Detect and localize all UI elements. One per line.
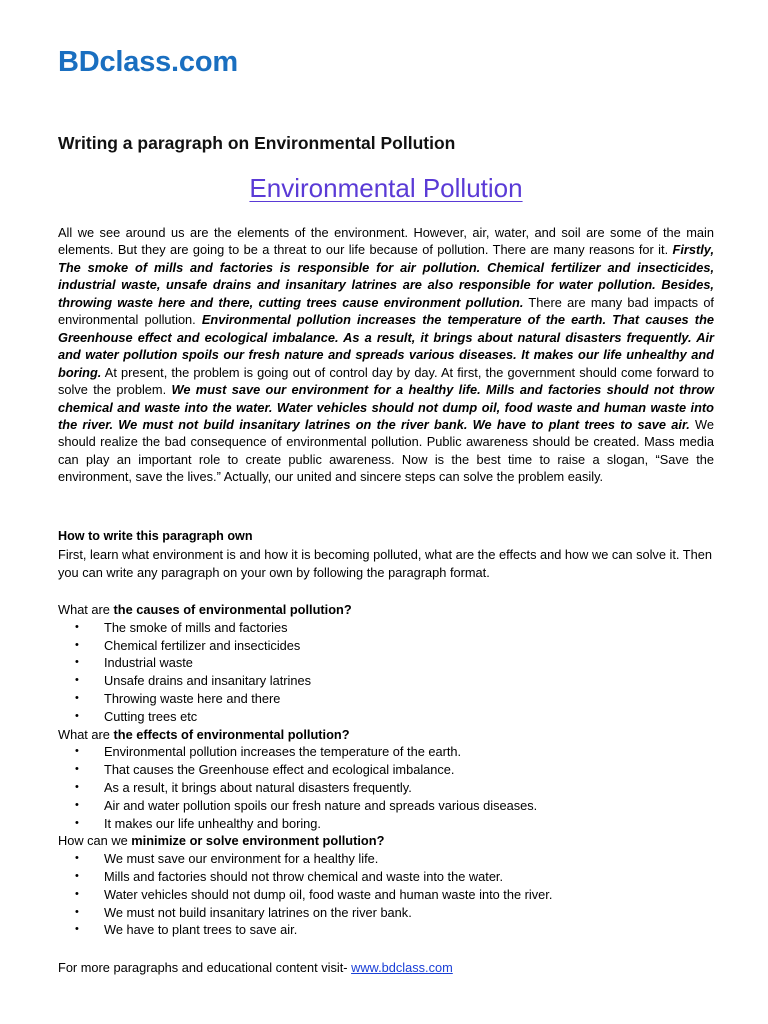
list-item: • We have to plant trees to save air. [75,922,298,938]
list-item: • Cutting trees etc [75,708,198,724]
solutions-question: How can we minimize or solve environment pollution? [58,833,385,849]
bullet-icon: • [75,656,79,669]
bullet-icon: • [75,638,79,651]
main-paragraph [58,224,714,486]
document-page [58,0,714,1024]
list-item: • The smoke of mills and factories [75,619,288,635]
bullet-icon: • [75,745,79,758]
bullet-icon: • [75,780,79,793]
solutions-list [58,850,714,939]
bullet-icon: • [75,852,79,865]
footer-text: For more paragraphs and educational content visit- [58,960,352,975]
list-item: • Unsafe drains and insanitary latrines [75,673,311,689]
bullet-icon: • [75,798,79,811]
list-item: • We must not build insanitary latrines on the river bank. [75,904,412,920]
causes-list [58,619,714,726]
questions-section [58,601,714,939]
howto-title: How to write this paragraph own [58,529,253,543]
footer-note [58,960,453,975]
bullet-icon: • [75,887,79,900]
bullet-icon: • [75,869,79,882]
list-item: • Water vehicles should not dump oil, food waste and human waste into the river. [75,886,553,902]
bullet-icon: • [75,816,79,829]
footer-link[interactable]: www.bdclass.com [351,960,453,975]
paragraph-conclusion: We should realize the bad consequence of environmental pollution. Public awareness should be created. Mass media can play an important role to create public awareness. Now is the best time to raise a slogan, “Save the environment, save the lives.” Actually, our united and sincere steps can solve the problem easily. [58,416,714,485]
bullet-icon: • [75,709,79,722]
bullet-icon: • [75,923,79,936]
doc-title: Environmental Pollution [249,173,523,203]
paragraph-intro: All we see around us are the elements of the environment. However, air, water, and soil are some of the main elements. But they are going to be a threat to our life because of pollution. There are many reasons for it. [58,225,714,258]
effects-question: What are the effects of environmental pollution? [58,726,350,742]
paragraph-causes: Firstly, The smoke of mills and factories is responsible for air pollution. Chemical fertilizer and insecticides, industrial waste, unsafe drains and insanitary latrines are also responsible for water pollution. Besides, throwing waste here and there, cutting trees cause environment pollution. [58,242,714,310]
bullet-icon: • [75,620,79,633]
causes-question: What are the causes of environmental pollution? [58,602,352,617]
list-item: • As a result, it brings about natural disasters frequently. [75,779,412,795]
list-item: • We must save our environment for a healthy life. [75,851,379,867]
effects-list [58,743,714,832]
bullet-icon: • [75,763,79,776]
list-item: • Environmental pollution increases the temperature of the earth. [75,744,462,760]
howto-section [58,528,714,581]
list-item: • Mills and factories should not throw chemical and waste into the water. [75,868,504,884]
paragraph-effects: Environmental pollution increases the temperature of the earth. That causes the Greenhouse effect and ecological imbalance. As a result, it brings about natural disasters frequently. Air and water pollution spoils our fresh nature and spreads various diseases. It makes our life unhealthy and boring. [58,312,714,380]
list-item: • Industrial waste [75,655,193,671]
paragraph-solutions: We must save our environment for a healthy life. Mills and factories should not throw chemical and waste into the water. Water vehicles should not dump oil, food waste and human waste into the river. We must not build insanitary latrines on the river bank. We have to plant trees to save air. [58,382,714,432]
bullet-icon: • [75,674,79,687]
paragraph-present: At present, the problem is going out of control day by day. At first, the government should come forward to solve the problem. [58,364,714,398]
list-item: • Chemical fertilizer and insecticides [75,637,301,653]
bullet-icon: • [75,691,79,704]
list-item: • Air and water pollution spoils our fresh nature and spreads various diseases. [75,797,538,813]
site-brand: BDclass.com [58,46,238,78]
list-item: • Throwing waste here and there [75,690,281,706]
doc-subtitle: Writing a paragraph on Environmental Pollution [58,133,456,153]
bullet-icon: • [75,905,79,918]
paragraph-transition: There are many bad impacts of environmental pollution. [58,294,714,328]
list-item: • That causes the Greenhouse effect and ecological imbalance. [75,762,455,778]
list-item: • It makes our life unhealthy and boring. [75,815,321,831]
howto-text: First, learn what environment is and how it is becoming polluted, what are the effects and how we can solve it. Then you can write any paragraph on your own by following the paragraph format. [58,546,712,580]
